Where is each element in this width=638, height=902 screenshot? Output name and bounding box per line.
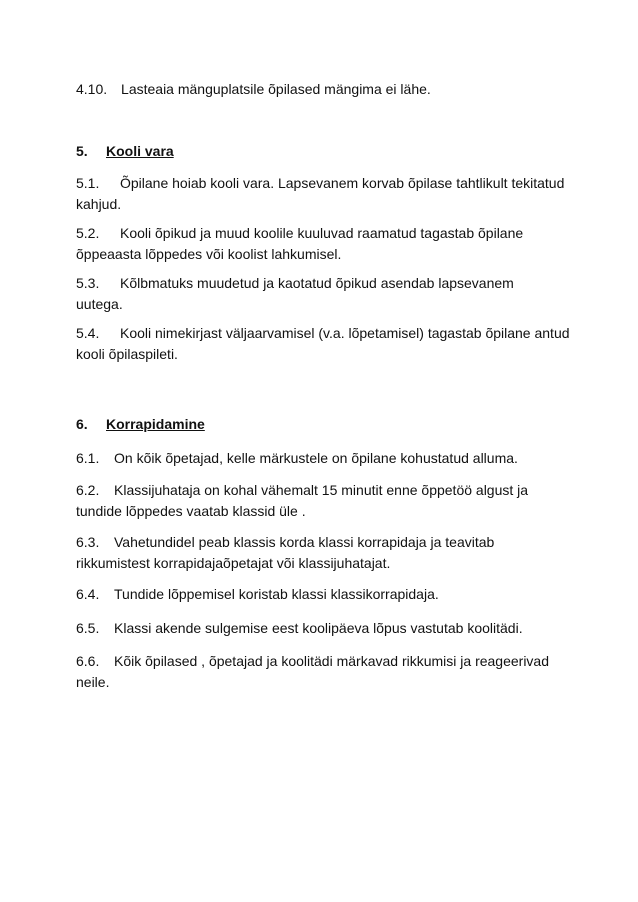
item-text-cont: kooli õpilaspileti. [76, 346, 178, 362]
item-5-1 [76, 174, 564, 192]
item-6-5 [76, 619, 523, 637]
item-number: 6.1. [76, 450, 100, 466]
item-text: Kõlbmatuks muudetud ja kaotatud õpikud asendab lapsevanem [120, 275, 514, 291]
item-number: 6.6. [76, 653, 100, 669]
item-5-2 [76, 224, 523, 242]
section-heading-5 [76, 142, 174, 160]
item-text: Tundide lõppemisel koristab klassi klassikorrapidaja. [114, 586, 439, 602]
item-5-4 [76, 324, 570, 342]
item-6-1 [76, 449, 518, 467]
item-5-3 [76, 274, 514, 292]
section-title: Korrapidamine [106, 416, 205, 432]
item-text-cont: tundide lõppedes vaatab klassid üle . [76, 503, 306, 519]
item-number: 5.2. [76, 225, 100, 241]
item-6-4 [76, 585, 439, 603]
section-number: 6. [76, 416, 88, 432]
item-5-3-cont [76, 295, 123, 313]
item-5-2-cont [76, 245, 341, 263]
section-heading-6 [76, 415, 205, 433]
item-text: Klassijuhataja on kohal vähemalt 15 minutit enne õppetöö algust ja [114, 482, 529, 498]
item-text: Kooli õpikud ja muud koolile kuuluvad raamatud tagastab õpilane [120, 225, 524, 241]
item-6-3 [76, 533, 494, 551]
item-text: Kooli nimekirjast väljaarvamisel (v.a. lõpetamisel) tagastab õpilane antud [120, 325, 570, 341]
item-6-6 [76, 652, 549, 670]
item-number: 5.1. [76, 175, 100, 191]
item-6-3-cont [76, 554, 390, 572]
item-number: 4.10. [76, 81, 108, 97]
item-text-cont: neile. [76, 674, 110, 690]
item-text: Kõik õpilased , õpetajad ja koolitädi märkavad rikkumisi ja reageerivad [114, 653, 550, 669]
item-number: 5.4. [76, 325, 100, 341]
item-5-1-cont [76, 195, 121, 213]
item-text: On kõik õpetajad, kelle märkustele on õpilane kohustatud alluma. [114, 450, 518, 466]
item-text-cont: rikkumistest korrapidajaõpetajat või klassijuhatajat. [76, 555, 391, 571]
item-5-4-cont [76, 345, 178, 363]
item-number: 6.2. [76, 482, 100, 498]
item-6-2 [76, 481, 528, 499]
section-title: Kooli vara [106, 143, 174, 159]
item-number: 6.5. [76, 620, 100, 636]
item-4-10 [76, 80, 431, 98]
item-number: 6.3. [76, 534, 100, 550]
item-text-cont: õppeaasta lõppedes või koolist lahkumisel. [76, 246, 342, 262]
item-text-cont: kahjud. [76, 196, 122, 212]
item-6-2-cont [76, 502, 306, 520]
item-number: 6.4. [76, 586, 100, 602]
item-text: Klassi akende sulgemise eest koolipäeva lõpus vastutab koolitädi. [114, 620, 523, 636]
item-text: Lasteaia mänguplatsile õpilased mängima ei lähe. [121, 81, 431, 97]
section-number: 5. [76, 143, 88, 159]
item-number: 5.3. [76, 275, 100, 291]
item-text-cont: uutega. [76, 296, 123, 312]
item-text: Vahetundidel peab klassis korda klassi korrapidaja ja teavitab [114, 534, 495, 550]
item-text: Õpilane hoiab kooli vara. Lapsevanem korvab õpilase tahtlikult tekitatud [120, 175, 565, 191]
item-6-6-cont [76, 673, 109, 691]
